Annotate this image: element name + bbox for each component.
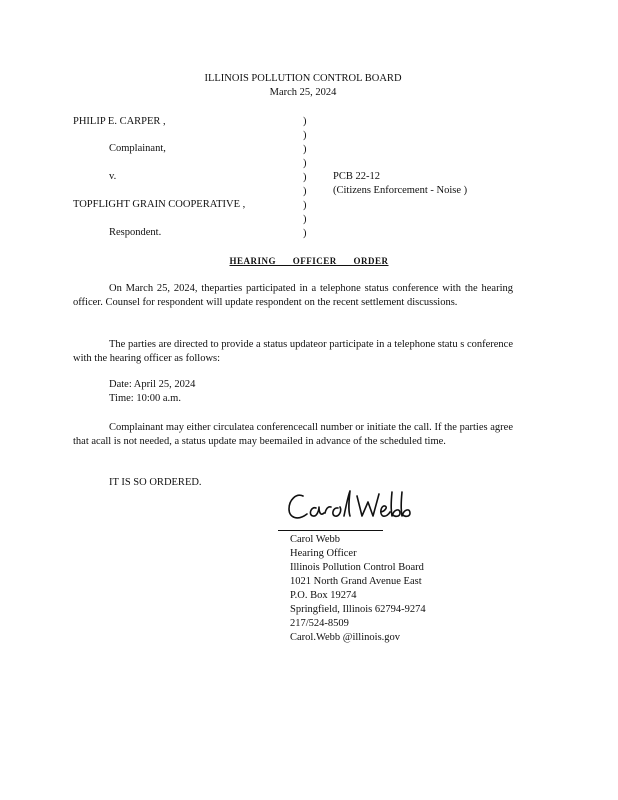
respondent-name: TOPFLIGHT GRAIN COOPERATIVE , bbox=[73, 199, 246, 210]
caption-paren: ) bbox=[303, 214, 307, 225]
paragraph-directive: The parties are directed to provide a status updateor participate in a telephone statu s conference with the hearing officer as follows: bbox=[73, 339, 513, 364]
agency-title: ILLINOIS POLLUTION CONTROL BOARD bbox=[204, 73, 402, 84]
caption-paren: ) bbox=[303, 200, 307, 211]
email-address: Carol.Webb @illinois.gov bbox=[290, 632, 401, 643]
order-title: HEARING OFFICER ORDER bbox=[229, 256, 389, 266]
caption-paren: ) bbox=[303, 116, 307, 127]
complainant-name: PHILIP E. CARPER , bbox=[73, 116, 166, 127]
caption-paren: ) bbox=[303, 172, 307, 183]
closing-statement: IT IS SO ORDERED. bbox=[109, 477, 202, 488]
caption-paren-column bbox=[303, 115, 307, 241]
caption-paren: ) bbox=[303, 130, 307, 141]
case-type: (Citizens Enforcement - Noise ) bbox=[333, 185, 468, 196]
handwritten-signature bbox=[286, 488, 416, 526]
signer-name: Carol Webb bbox=[290, 534, 340, 545]
caption-paren: ) bbox=[303, 186, 307, 197]
caption-paren: ) bbox=[303, 158, 307, 169]
signer-title: Hearing Officer bbox=[290, 548, 357, 559]
signature-line bbox=[278, 530, 383, 531]
phone-number: 217/524-8509 bbox=[290, 618, 349, 629]
versus: v. bbox=[109, 171, 117, 182]
paragraph-conference-summary: On March 25, 2024, theparties participated in a telephone status conference with the hearing officer. Counsel for respondent will update respondent on the recent settlement discussions. bbox=[73, 283, 513, 308]
paragraph-call-instructions: Complainant may either circulatea conferencecall number or initiate the call. If the parties agree that acall is not needed, a status update may beemailed in advance of the scheduled time. bbox=[73, 422, 513, 447]
address-city: Springfield, Illinois 62794-9274 bbox=[290, 604, 426, 615]
respondent-role: Respondent. bbox=[109, 227, 162, 238]
caption-paren: ) bbox=[303, 144, 307, 155]
caption-paren: ) bbox=[303, 228, 307, 239]
signer-agency: Illinois Pollution Control Board bbox=[290, 562, 424, 573]
hearing-time: Time: 10:00 a.m. bbox=[109, 393, 181, 404]
address-po-box: P.O. Box 19274 bbox=[290, 590, 357, 601]
address-street: 1021 North Grand Avenue East bbox=[290, 576, 422, 587]
complainant-role: Complainant, bbox=[109, 143, 166, 154]
header-date: March 25, 2024 bbox=[269, 87, 337, 98]
hearing-date: Date: April 25, 2024 bbox=[109, 379, 196, 390]
case-number: PCB 22-12 bbox=[333, 171, 380, 182]
signature-block bbox=[290, 533, 426, 645]
